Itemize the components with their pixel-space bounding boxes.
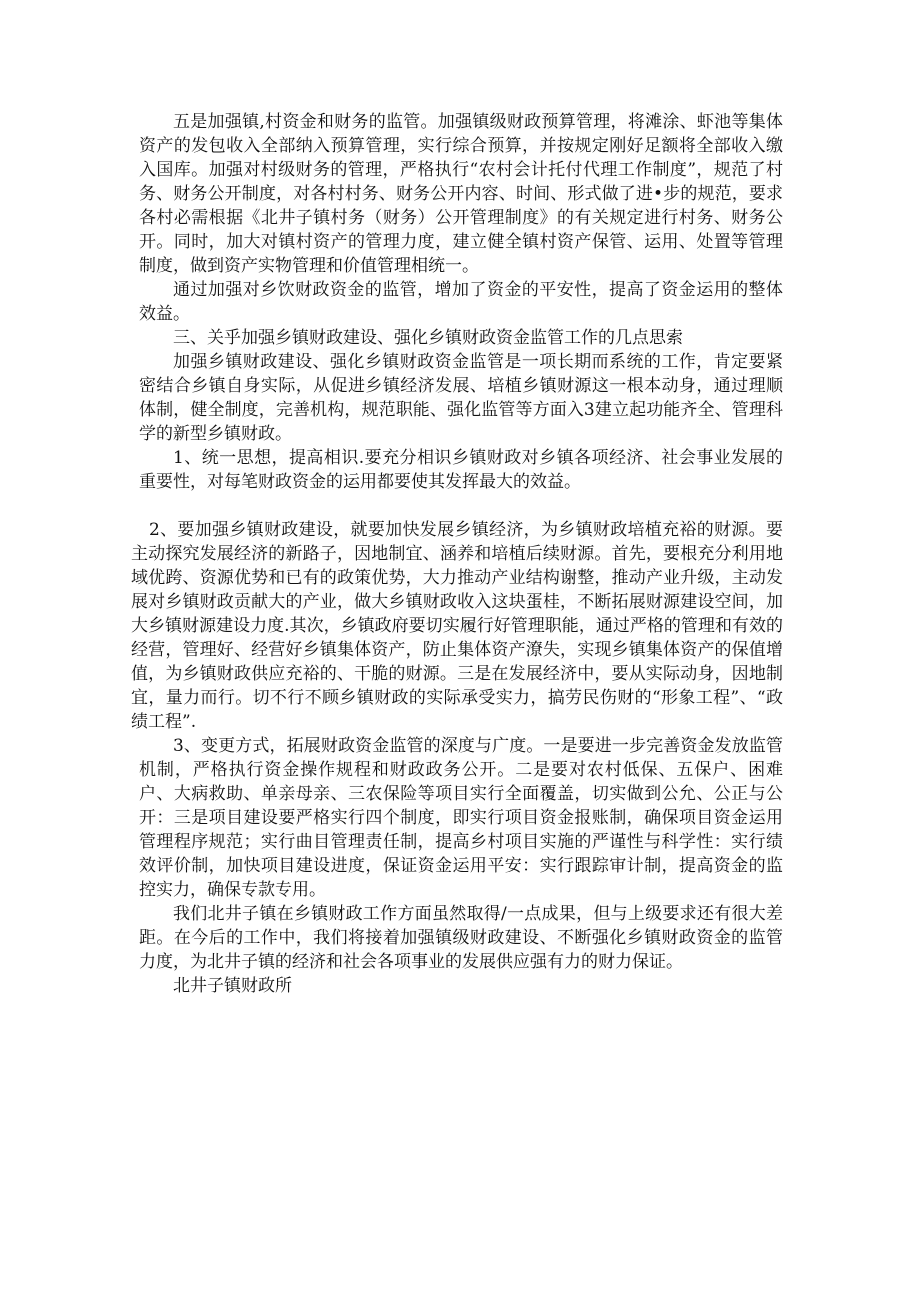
paragraph-point-one: 1、统一思想，提高相识.要充分相识乡镇财政对乡镇各项经济、社会事业发展的重要性，对每笔财政资金的运用都要使其发挥最大的效益。 bbox=[139, 448, 783, 492]
paragraph-village-finance-supervision: 五是加强镇,村资金和财务的监管。加强镇级财政预算管理，将滩涂、虾池等集体资产的发包收入全部纳入预算管理，实行综合预算，并按规定刚好足额将全部收入缴入国库。加强对村级财务的管理，严格执行“农村会计托付代理工作制度”，规范了村务、财务公开制度，对各村村务、财务公开内容、时间、形式做了进•步的规范，要求各村必需根据《北井子镇村务（财务）公开管理制度》的有关规定进行村务、财务公开。同时，加大对镇村资产的管理力度，建立健全镇村资产保管、运用、处置等管理制度，做到资产实物管理和价值管理相统一。 bbox=[139, 112, 783, 276]
paragraph-supervision-result: 通过加强对乡饮财政资金的监管，增加了资金的平安性，提高了资金运用的整体效益。 bbox=[139, 280, 783, 324]
paragraph-section-intro: 加强乡镇财政建设、强化乡镇财政资金监管是一项长期而系统的工作，肯定要紧密结合乡镇自身实际，从促进乡镇经济发展、培植乡镇财源这一根本动身，通过理顺体制，健全制度，完善机构，规范职能、强化监管等方面入3建立起功能齐全、管理科学的新型乡镇财政。 bbox=[139, 352, 783, 444]
paragraph-conclusion: 我们北井子镇在乡镇财政工作方面虽然取得/一点成果，但与上级要求还有很大差距。在今后的工作中，我们将接着加强镇级财政建设、不断强化乡镇财政资金的监管力度，为北井子镇的经济和社会各项事业的发展供应强有力的财力保证。 bbox=[139, 904, 783, 972]
paragraph-point-two: 2、要加强乡镇财政建设，就要加快发展乡镇经济，为乡镇财政培植充裕的财源。要主动探究发展经济的新路子，因地制宜、涵养和培植后续财源。首先，要根充分利用地域优跨、资源优势和已有的政策优势，大力推动产业结构谢整，推动产业升级，主动发展对乡镇财政贡献大的产业，做大乡镇财政收入这块蛋桂，不断拓展财源建设空间，加大乡镇财源建设力度.其次，乡镇政府要切实履行好管理职能，通过严格的管理和有效的经营，管理好、经营好乡镇集体资产，防止集体资产潦失，实现乡镇集体资产的保值增值，为乡镇财政供应充裕的、干脆的财源。三是在发展经济中，要从实际动身，因地制宜，量力而行。切不行不顾乡镇财政的实际承受实力，搞劳民伤财的“形象工程”、“政绩工程”. bbox=[131, 520, 783, 732]
paragraph-point-three: 3、变更方式，拓展财政资金监管的深度与广度。一是要进一步完善资金发放监管机制，严格执行资金操作规程和财政政务公开。二是要对农村低保、五保户、困难户、大病救助、单亲母亲、三农保险等项目实行全面覆盖，切实做到公允、公正与公开：三是项目建设要严格实行四个制度，即实行项目资金报账制，确保项目资金运用管理程序规范；实行曲目管理责任制，提高乡村项目实施的严谨性与科学性：实行绩效评价制，加快项目建设进度，保证资金运用平安：实行跟踪审计制，提高资金的监控实力，确保专款专用。 bbox=[139, 736, 783, 900]
signature: 北井子镇财政所 bbox=[173, 976, 292, 996]
document-body bbox=[131, 110, 783, 998]
section-heading-three: 三、关乎加强乡镇财政建设、强化乡镇财政资金监管工作的几点思索 bbox=[173, 328, 683, 348]
